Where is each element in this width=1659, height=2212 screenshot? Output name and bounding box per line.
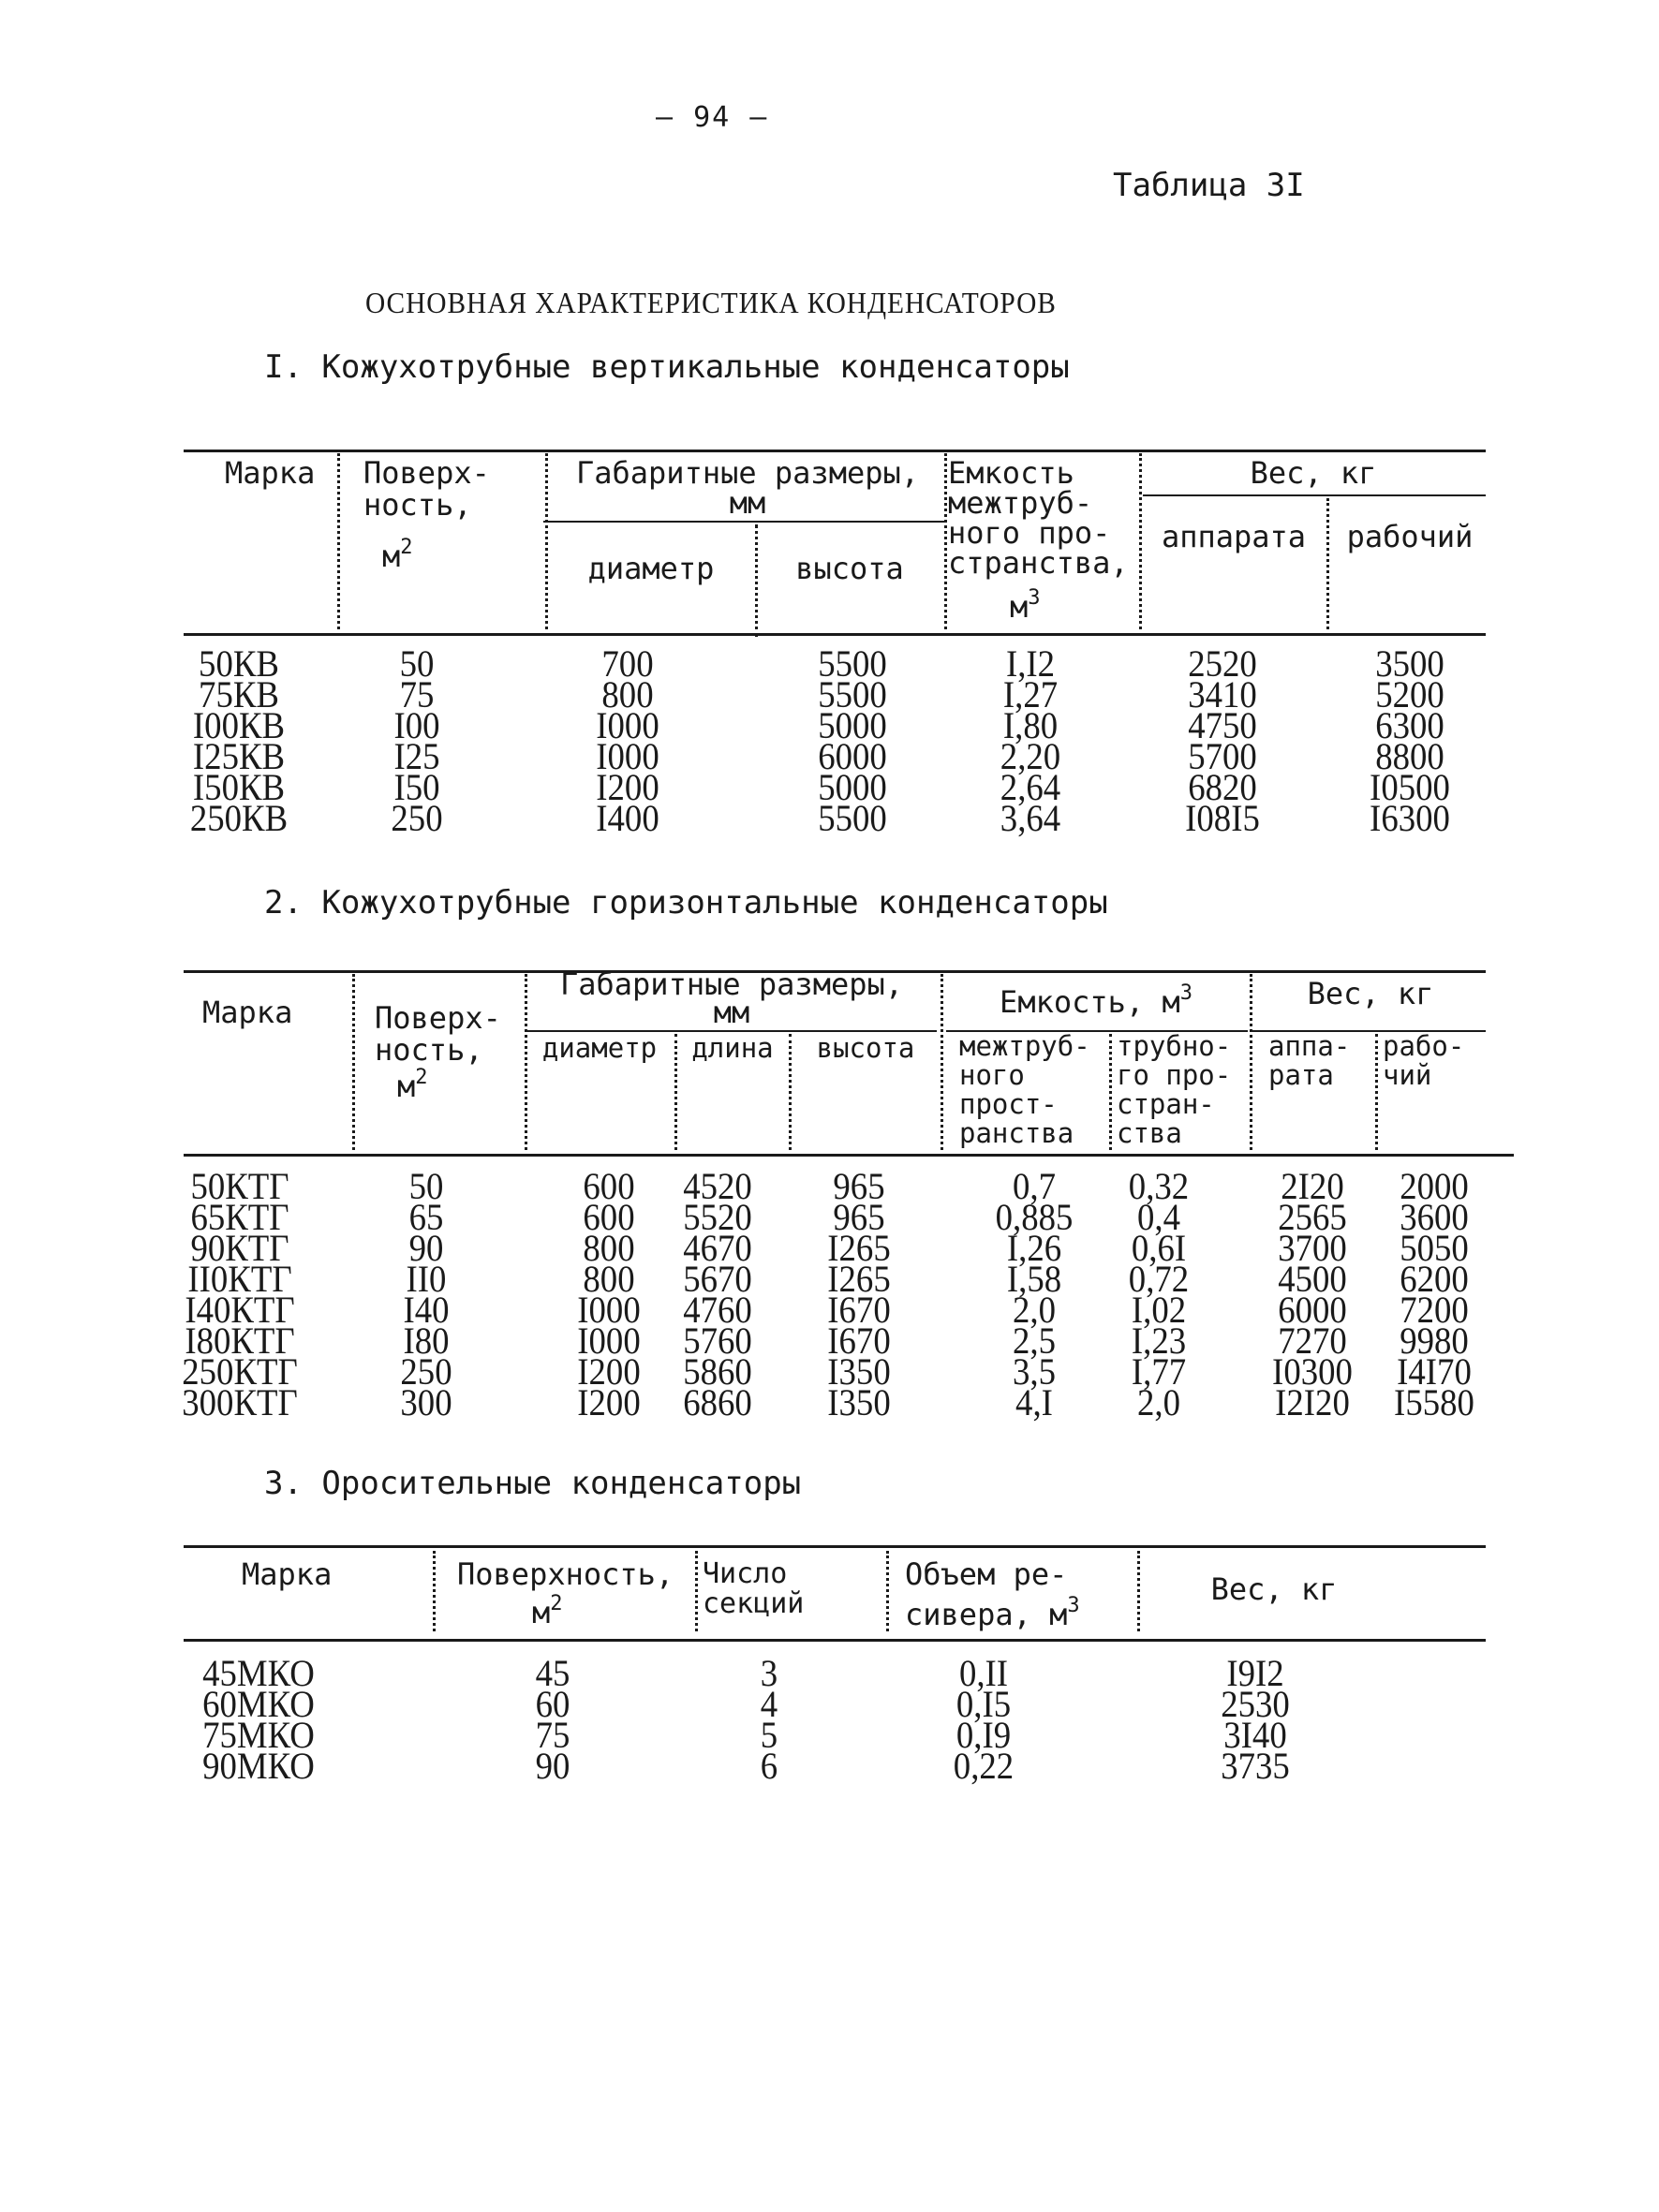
- cell-w_work: I0500: [1370, 766, 1450, 808]
- weight-subrule: [1143, 494, 1486, 496]
- cell-height: 5000: [818, 766, 887, 808]
- cell-length: 4520: [683, 1165, 752, 1207]
- cell-length: 5670: [683, 1258, 752, 1300]
- header-marka: Марка: [225, 455, 316, 491]
- header-dims-unit: мм: [729, 485, 766, 521]
- cell-w_work: I4I70: [1397, 1350, 1472, 1393]
- cell-height: 6000: [818, 735, 887, 777]
- col-separator: [1109, 1034, 1112, 1150]
- cell-height: 5500: [818, 642, 887, 685]
- cell-diameter: I200: [577, 1350, 641, 1393]
- cell-marka: 50КВ: [199, 642, 279, 685]
- cell-tube: 0,6I: [1131, 1227, 1187, 1269]
- cell-diameter: I000: [596, 735, 659, 777]
- cell-capacity: I,27: [1002, 673, 1059, 715]
- cell-capacity: 2,20: [1000, 735, 1061, 777]
- cell-surface: 90: [408, 1227, 444, 1269]
- cell-diameter: I000: [577, 1289, 641, 1331]
- cell-tube: 0,32: [1128, 1165, 1190, 1207]
- cell-height: 965: [833, 1165, 885, 1207]
- header-tube-2: го про-: [1117, 1059, 1232, 1091]
- cell-height: I265: [827, 1227, 891, 1269]
- col-separator: [941, 974, 943, 1150]
- header-weight-app: аппарата: [1161, 519, 1307, 554]
- header-weight-work-2: чий: [1383, 1059, 1432, 1091]
- cell-marka: 250КВ: [189, 797, 289, 839]
- cell-tube: 0,4: [1137, 1196, 1180, 1238]
- cell-w_app: 6000: [1278, 1289, 1347, 1331]
- col-separator: [789, 1034, 792, 1150]
- cell-sections: 5: [760, 1714, 778, 1756]
- header-weight-work-1: рабо-: [1383, 1030, 1465, 1062]
- header-tube-3: стран-: [1117, 1088, 1215, 1120]
- header-dims-unit: мм: [713, 995, 750, 1030]
- header-receiver-1: Объем ре-: [905, 1556, 1068, 1592]
- col-separator: [1250, 974, 1252, 1150]
- cell-marka: 65КТГ: [190, 1196, 289, 1238]
- cell-diameter: I200: [596, 766, 659, 808]
- cell-surface: II0: [406, 1258, 447, 1300]
- header-sections-1: Число: [703, 1557, 788, 1590]
- cell-height: I670: [827, 1289, 891, 1331]
- cell-length: 6860: [683, 1381, 752, 1423]
- header-capacity-4: странства,: [948, 545, 1129, 581]
- cell-diameter: 700: [601, 642, 654, 685]
- col-separator: [886, 1551, 889, 1631]
- header-capacity: Емкость, $м^3$: [1000, 981, 1192, 1020]
- dims-subrule: [543, 521, 946, 523]
- header-marka: Марка: [242, 1556, 333, 1592]
- cell-w_work: I6300: [1370, 797, 1450, 839]
- header-surface-2: ность,: [375, 1032, 483, 1068]
- table-top-rule: [184, 1545, 1486, 1548]
- table-label: Таблица 3I: [1113, 167, 1305, 204]
- header-diameter: диаметр: [587, 551, 715, 586]
- cell-surface: I40: [403, 1289, 450, 1331]
- cell-surface: 90: [535, 1745, 570, 1787]
- cell-weight: 2530: [1221, 1683, 1290, 1725]
- cell-marka: I40КТГ: [185, 1289, 295, 1331]
- col-separator: [1137, 1551, 1140, 1631]
- header-bottom-rule: [184, 633, 1486, 636]
- cell-height: I350: [827, 1381, 891, 1423]
- header-surface-1: Поверх-: [375, 1000, 501, 1036]
- header-inter-4: ранства: [959, 1117, 1074, 1149]
- header-weight: Вес, кг: [1307, 976, 1434, 1011]
- cell-inter: 2,0: [1013, 1289, 1056, 1331]
- header-surface: Поверхность,: [457, 1556, 674, 1592]
- header-height: высота: [816, 1032, 915, 1064]
- cell-inter: 0,885: [995, 1196, 1074, 1238]
- table-top-rule: [184, 450, 1486, 452]
- cell-tube: 2,0: [1137, 1381, 1180, 1423]
- cell-inter: I,58: [1006, 1258, 1062, 1300]
- page-number: – 94 –: [656, 101, 769, 134]
- cell-marka: 300КТГ: [182, 1381, 298, 1423]
- cell-surface: 50: [408, 1165, 444, 1207]
- cell-w_app: I0300: [1272, 1350, 1353, 1393]
- cell-w_app: 2I20: [1281, 1165, 1344, 1207]
- col-separator: [1326, 498, 1329, 629]
- header-surface-2: ность,: [363, 487, 472, 523]
- header-receiver-2: сивера, $м^3$: [905, 1594, 1080, 1632]
- cell-capacity: 3,64: [1000, 797, 1061, 839]
- header-weight-work: рабочий: [1346, 519, 1474, 554]
- cell-tube: I,77: [1131, 1350, 1187, 1393]
- cell-sections: 3: [760, 1652, 778, 1694]
- cell-length: 4760: [683, 1289, 752, 1331]
- col-separator: [695, 1551, 698, 1631]
- header-tube-4: ства: [1117, 1117, 1182, 1149]
- cell-w_app: 5700: [1188, 735, 1257, 777]
- cell-surface: 250: [391, 797, 443, 839]
- cell-w_app: I2I20: [1275, 1381, 1350, 1423]
- cell-marka: 60МКО: [202, 1683, 315, 1725]
- cell-capacity: 2,64: [1000, 766, 1061, 808]
- header-weight: Вес, кг: [1210, 1571, 1338, 1607]
- cell-w_app: I08I5: [1185, 797, 1260, 839]
- header-weight: Вес, кг: [1250, 455, 1377, 491]
- header-capacity-3: ного про-: [948, 515, 1111, 551]
- cell-tube: I,23: [1131, 1320, 1187, 1362]
- cell-inter: 3,5: [1013, 1350, 1056, 1393]
- col-separator: [337, 453, 340, 629]
- cell-marka: 250КТГ: [182, 1350, 298, 1393]
- section3-title: 3. Оросительные конденсаторы: [264, 1465, 802, 1502]
- header-diameter: диаметр: [541, 1032, 658, 1064]
- header-surface-unit: $м^2$: [532, 1592, 563, 1630]
- cell-length: 4670: [683, 1227, 752, 1269]
- cell-sections: 4: [760, 1683, 778, 1725]
- cell-w_app: 4500: [1278, 1258, 1347, 1300]
- header-dims: Габаритные размеры,: [559, 966, 904, 1002]
- col-separator: [1375, 1034, 1378, 1150]
- cell-capacity: I,80: [1002, 704, 1059, 746]
- cell-marka: II0КТГ: [187, 1258, 292, 1300]
- cell-surface: 75: [535, 1714, 570, 1756]
- cell-capacity: I,I2: [1005, 642, 1056, 685]
- cell-marka: I50КВ: [192, 766, 286, 808]
- cell-marka: 75МКО: [202, 1714, 315, 1756]
- header-dims: Габаритные размеры,: [575, 455, 920, 491]
- header-inter-1: межтруб-: [959, 1030, 1090, 1062]
- header-capacity-unit: $м^3$: [1010, 586, 1041, 625]
- header-length: длина: [691, 1032, 774, 1064]
- cell-marka: 90КТГ: [190, 1227, 289, 1269]
- cell-w_app: 3700: [1278, 1227, 1347, 1269]
- cell-inter: 0,7: [1013, 1165, 1056, 1207]
- cell-w_work: 9980: [1400, 1320, 1469, 1362]
- cell-height: I265: [827, 1258, 891, 1300]
- cell-inter: 4,I: [1015, 1381, 1053, 1423]
- cell-w_app: 2520: [1188, 642, 1257, 685]
- cell-diameter: 800: [601, 673, 654, 715]
- header-surface-1: Поверх-: [363, 455, 490, 491]
- cell-tube: 0,72: [1128, 1258, 1190, 1300]
- cell-weight: 3I40: [1223, 1714, 1287, 1756]
- cell-height: 5500: [818, 797, 887, 839]
- cell-surface: 250: [400, 1350, 452, 1393]
- header-weight-app-2: рата: [1268, 1059, 1334, 1091]
- cell-w_work: 5200: [1375, 673, 1444, 715]
- cell-length: 5520: [683, 1196, 752, 1238]
- cell-surface: 300: [400, 1381, 452, 1423]
- header-surface-unit: $м^2$: [382, 536, 413, 574]
- cell-w_work: 3600: [1400, 1196, 1469, 1238]
- cell-surface: 65: [408, 1196, 444, 1238]
- cell-marka: 75КВ: [199, 673, 279, 715]
- cell-diameter: I200: [577, 1381, 641, 1423]
- cell-receiver: 0,22: [953, 1745, 1015, 1787]
- cell-weight: I9I2: [1226, 1652, 1284, 1694]
- header-capacity-1: Емкость: [948, 455, 1074, 491]
- col-separator: [352, 974, 355, 1150]
- cell-receiver: 0,I9: [955, 1714, 1012, 1756]
- header-weight-app-1: аппа-: [1268, 1030, 1351, 1062]
- cell-surface: 75: [399, 673, 435, 715]
- cell-inter: 2,5: [1013, 1320, 1056, 1362]
- cell-w_app: 4750: [1188, 704, 1257, 746]
- header-tube-1: трубно-: [1117, 1030, 1232, 1062]
- header-bottom-rule: [184, 1639, 1486, 1642]
- cell-surface: I80: [403, 1320, 450, 1362]
- cell-diameter: I000: [596, 704, 659, 746]
- header-inter-3: прост-: [959, 1088, 1058, 1120]
- cell-diameter: 800: [583, 1227, 635, 1269]
- header-capacity-2: межтруб-: [948, 485, 1093, 521]
- cell-height: I350: [827, 1350, 891, 1393]
- header-surface-unit: $м^2$: [397, 1066, 428, 1104]
- cell-diameter: I400: [596, 797, 659, 839]
- cell-w_work: I5580: [1394, 1381, 1474, 1423]
- header-sections-2: секций: [703, 1587, 805, 1620]
- cell-w_app: 6820: [1188, 766, 1257, 808]
- cell-marka: 50КТГ: [190, 1165, 289, 1207]
- cell-diameter: 600: [583, 1165, 635, 1207]
- cell-length: 5760: [683, 1320, 752, 1362]
- cell-w_app: 3410: [1188, 673, 1257, 715]
- cell-sections: 6: [760, 1745, 778, 1787]
- section1-title: I. Кожухотрубные вертикальные конденсаторы: [264, 348, 1070, 386]
- cell-marka: 45МКО: [202, 1652, 315, 1694]
- cell-weight: 3735: [1221, 1745, 1290, 1787]
- cell-diameter: I000: [577, 1320, 641, 1362]
- cell-marka: I25КВ: [192, 735, 286, 777]
- cell-surface: 50: [399, 642, 435, 685]
- cell-receiver: 0,II: [958, 1652, 1009, 1694]
- cell-w_work: 6200: [1400, 1258, 1469, 1300]
- cell-inter: I,26: [1006, 1227, 1062, 1269]
- cell-w_work: 7200: [1400, 1289, 1469, 1331]
- header-bottom-rule: [184, 1154, 1514, 1157]
- section2-title: 2. Кожухотрубные горизонтальные конденсаторы: [264, 884, 1108, 922]
- cell-w_work: 2000: [1400, 1165, 1469, 1207]
- cell-surface: 45: [535, 1652, 570, 1694]
- cell-marka: I00КВ: [192, 704, 286, 746]
- cell-w_work: 6300: [1375, 704, 1444, 746]
- cell-length: 5860: [683, 1350, 752, 1393]
- cell-diameter: 600: [583, 1196, 635, 1238]
- cell-w_app: 2565: [1278, 1196, 1347, 1238]
- col-separator: [545, 453, 548, 629]
- cell-diameter: 800: [583, 1258, 635, 1300]
- cell-height: 5500: [818, 673, 887, 715]
- cell-tube: I,02: [1131, 1289, 1187, 1331]
- cell-receiver: 0,I5: [955, 1683, 1012, 1725]
- col-separator: [1139, 453, 1142, 629]
- cell-marka: I80КТГ: [185, 1320, 295, 1362]
- cell-surface: 60: [535, 1683, 570, 1725]
- cell-w_work: 8800: [1375, 735, 1444, 777]
- cell-height: I670: [827, 1320, 891, 1362]
- cell-surface: I00: [393, 704, 440, 746]
- col-separator: [755, 524, 758, 637]
- cell-marka: 90МКО: [202, 1745, 315, 1787]
- cell-height: 5000: [818, 704, 887, 746]
- cell-w_work: 5050: [1400, 1227, 1469, 1269]
- cell-w_work: 3500: [1375, 642, 1444, 685]
- cell-surface: I50: [393, 766, 440, 808]
- header-inter-2: ного: [959, 1059, 1025, 1091]
- header-marka: Марка: [202, 995, 293, 1030]
- header-height: высота: [795, 551, 904, 586]
- col-separator: [944, 453, 947, 629]
- main-title: ОСНОВНАЯ ХАРАКТЕРИСТИКА КОНДЕНСАТОРОВ: [365, 286, 1057, 319]
- cell-w_app: 7270: [1278, 1320, 1347, 1362]
- col-separator: [433, 1551, 436, 1631]
- cell-surface: I25: [393, 735, 440, 777]
- cell-height: 965: [833, 1196, 885, 1238]
